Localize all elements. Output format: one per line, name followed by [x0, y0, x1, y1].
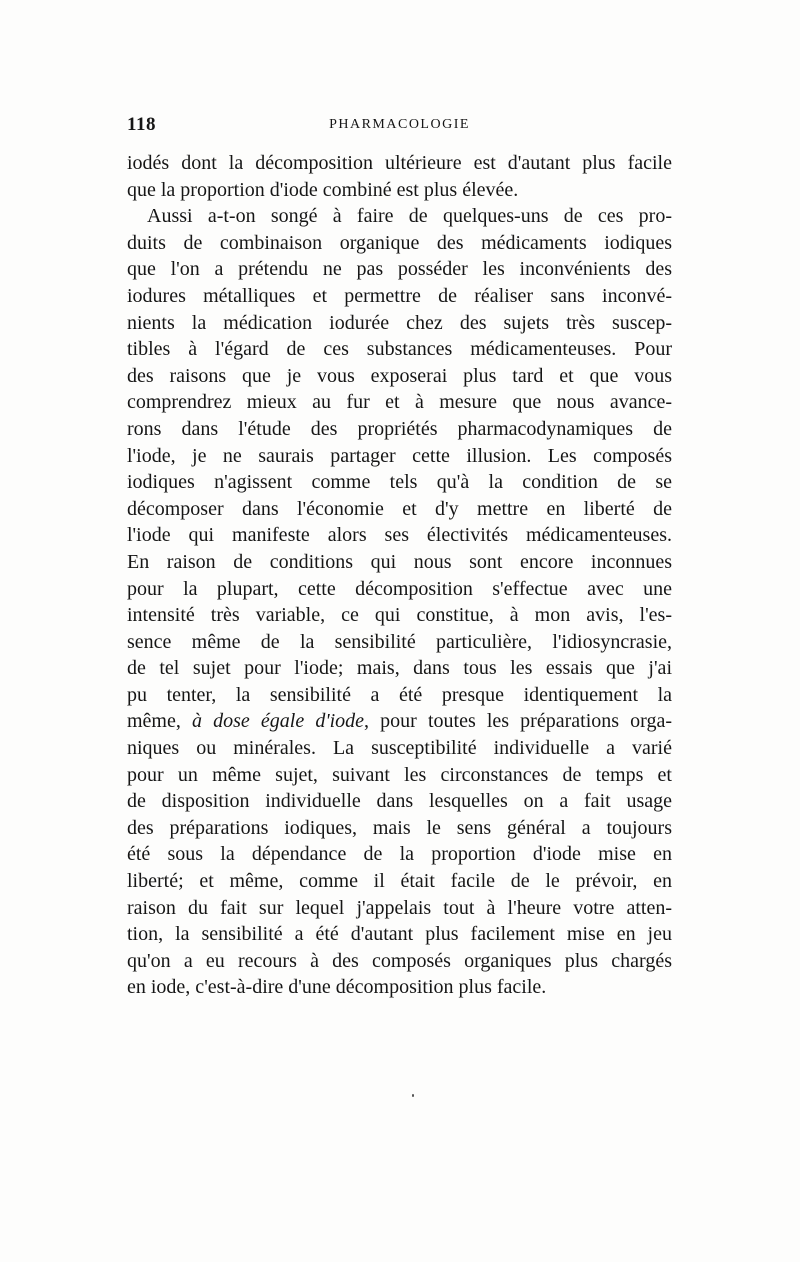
text-line: des préparations iodiques, mais le sens général a toujours — [127, 816, 672, 839]
text-line: iodés dont la décomposition ultérieure est d'autant plus facile — [127, 152, 672, 174]
text-line: raison du fait sur lequel j'appelais tout à l'heure votre atten- — [127, 896, 672, 919]
text-line: pour un même sujet, suivant les circonstances de temps et — [127, 763, 672, 786]
text-line: iodures métalliques et permettre de réaliser sans inconvé- — [127, 284, 672, 307]
text-line: liberté; et même, comme il était facile de le prévoir, en — [127, 870, 672, 893]
text-line: des raisons que je vous exposerai plus tard et que vous — [127, 364, 672, 387]
text-line — [127, 708, 672, 735]
text-line: été sous la dépendance de la proportion d'iode mise en — [127, 843, 672, 866]
text-line: pu tenter, la sensibilité a été presque identiquement la — [127, 683, 672, 706]
text-line: en iode, c'est-à-dire d'une décomposition plus facile. — [127, 976, 547, 999]
text-line: sence même de la sensibilité particulière, l'idiosyncrasie, — [127, 630, 672, 653]
body-text — [127, 150, 672, 1001]
text-segment: même, — [127, 710, 192, 733]
text-line: l'iode, je ne saurais partager cette illusion. Les composés — [127, 444, 672, 467]
text-line: que l'on a prétendu ne pas posséder les inconvénients des — [127, 258, 672, 281]
text-line: de tel sujet pour l'iode; mais, dans tous les essais que j'ai — [127, 657, 672, 680]
page-number: 118 — [127, 114, 156, 135]
text-line: tion, la sensibilité a été d'autant plus facilement mise en jeu — [127, 923, 672, 946]
text-line: iodiques n'agissent comme tels qu'à la condition de se — [127, 471, 672, 494]
italic-phrase: à dose égale d'iode — [192, 710, 365, 733]
text-line: comprendrez mieux au fur et à mesure que nous avance- — [127, 391, 672, 414]
text-line: duits de combinaison organique des médicaments iodiques — [127, 231, 672, 254]
text-line: rons dans l'étude des propriétés pharmacodynamiques de — [127, 417, 672, 440]
text-line: décomposer dans l'économie et d'y mettre en liberté de — [127, 497, 672, 520]
print-speck — [412, 1094, 414, 1097]
text-line: que la proportion d'iode combiné est plus élevée. — [127, 178, 519, 201]
running-head — [127, 114, 672, 142]
text-line: de disposition individuelle dans lesquelles on a fait usage — [127, 790, 672, 813]
text-line: En raison de conditions qui nous sont encore inconnues — [127, 550, 672, 573]
text-line: l'iode qui manifeste alors ses électivités médicamenteuses. — [127, 524, 672, 547]
text-line: pour la plupart, cette décomposition s'effectue avec une — [127, 577, 672, 600]
text-line: niques ou minérales. La susceptibilité individuelle a varié — [127, 737, 672, 760]
text-line: tibles à l'égard de ces substances médicamenteuses. Pour — [127, 338, 672, 361]
text-line: Aussi a-t-on songé à faire de quelques-uns de ces pro- — [147, 205, 672, 228]
text-line: intensité très variable, ce qui constitue, à mon avis, l'es- — [127, 604, 672, 627]
text-line: qu'on a eu recours à des composés organiques plus chargés — [127, 949, 672, 972]
text-segment: , pour toutes les préparations orga- — [364, 710, 672, 733]
running-title: PHARMACOLOGIE — [329, 117, 470, 132]
text-line: nients la médication iodurée chez des sujets très suscep- — [127, 311, 672, 334]
